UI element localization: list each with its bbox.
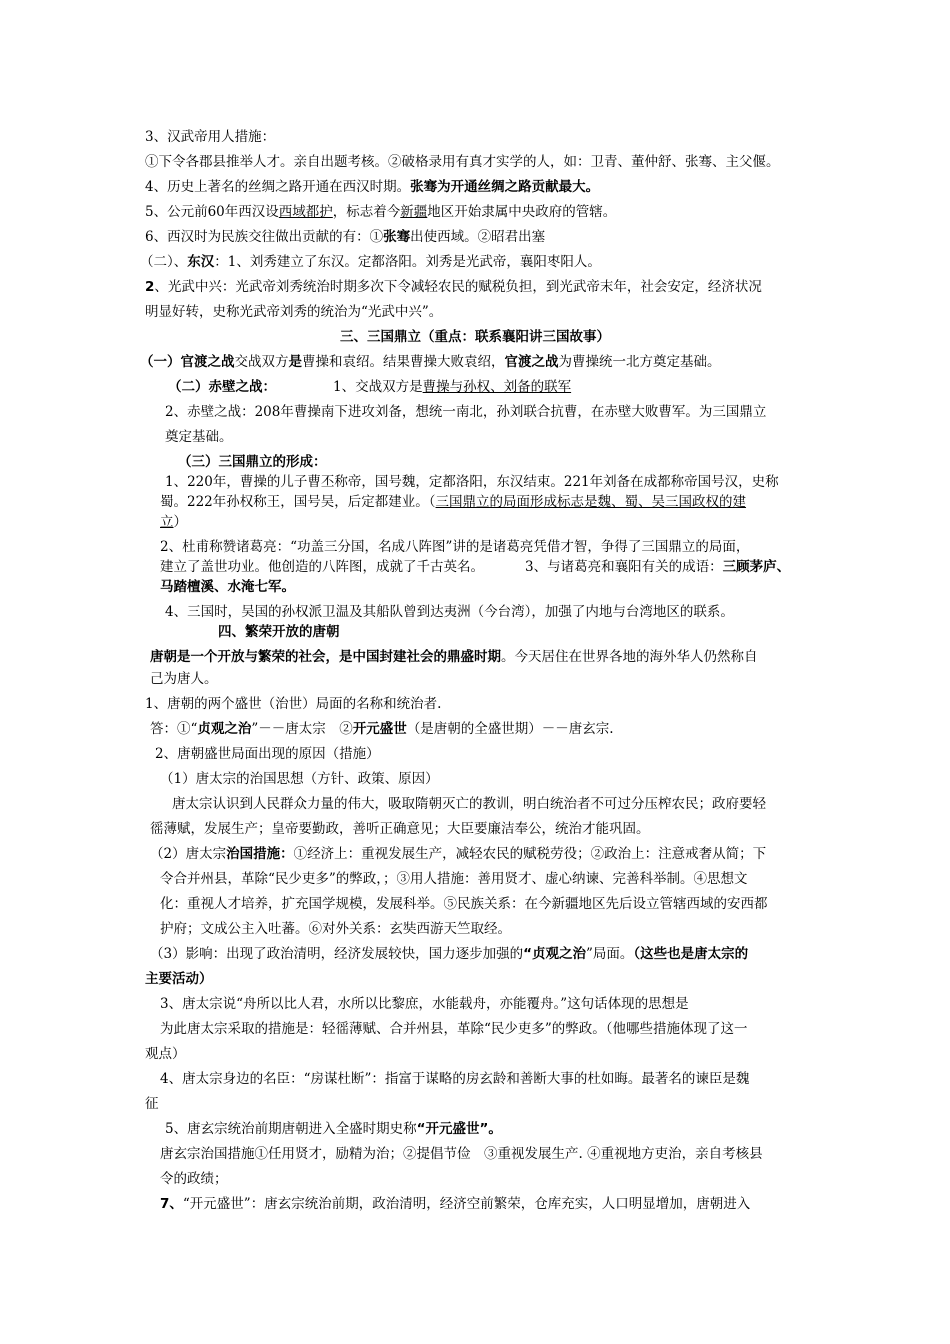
text-line: 2、唐朝盛世局面出现的原因（措施）: [155, 746, 380, 762]
text-line: 化：重视人才培养，扩充国学规模，发展科举。⑤民族关系：在今新疆地区先后设立管辖西域的安西都: [160, 896, 768, 912]
text-line: （二）、东汉：1、刘秀建立了东汉。定都洛阳。刘秀是光武帝，襄阳枣阳人。: [140, 254, 601, 270]
text-line: 1、交战双方是曹操与孙权、刘备的联军: [333, 379, 572, 395]
text-line: 1、220年，曹操的儿子曹丕称帝，国号魏，定都洛阳，东汉结束。221年刘备在成都称帝国号汉，史称: [165, 474, 779, 490]
text-line: 唐太宗认识到人民群众力量的伟大，吸取隋朝灭亡的教训，明白统治者不可过分压榨农民；政府要轻: [172, 796, 766, 812]
text-line: 3、与诸葛亮和襄阳有关的成语：三顾茅庐、: [525, 559, 791, 575]
text-line: 2、光武中兴：光武帝刘秀统治时期多次下令减轻农民的赋税负担，到光武帝末年，社会安定，经济状况: [145, 279, 762, 295]
text-line: ①下令各郡县推举人才。亲自出题考核。②破格录用有真才实学的人，如：卫青、董仲舒、张骞、主父偃。: [145, 154, 780, 170]
text-line: 徭薄赋，发展生产；皇帝要勤政，善听正确意见；大臣要廉洁奉公，统治才能巩固。: [150, 821, 650, 837]
text-line: 7、“开元盛世”：唐玄宗统治前期，政治清明，经济空前繁荣，仓库充实，人口明显增加，唐朝进入: [160, 1196, 751, 1212]
text-line: 唐玄宗治国措施①任用贤才，励精为治；②提倡节俭 ③重视发展生产. ④重视地方吏治，亲自考核县: [160, 1146, 763, 1162]
section-heading: 四、繁荣开放的唐朝: [218, 624, 340, 640]
text-line: （二）赤壁之战：: [168, 379, 276, 395]
text-line: 立）: [160, 514, 187, 530]
text-line: 明显好转，史称光武帝刘秀的统治为“光武中兴”。: [145, 304, 443, 320]
text-line: 2、赤壁之战：208年曹操南下进攻刘备，想统一南北，孙刘联合抗曹，在赤壁大败曹军。为三国鼎立: [165, 404, 767, 420]
text-line: 4、三国时，吴国的孙权派卫温及其船队曾到达夷洲（今台湾），加强了内地与台湾地区的联系。: [165, 604, 734, 620]
text-line: 4、唐太宗身边的名臣：“房谋杜断”：指富于谋略的房玄龄和善断大事的杜如晦。最著名的谏臣是魏: [160, 1071, 750, 1087]
text-line: 3、汉武帝用人措施：: [145, 129, 276, 145]
text-line: 主要活动）: [145, 971, 213, 987]
text-line: （2）唐太宗治国措施：①经济上：重视发展生产，减轻农民的赋税劳役；②政治上：注意戒奢从简；下: [150, 846, 767, 862]
text-line: 令的政绩；: [160, 1171, 228, 1187]
text-line: 为此唐太宗采取的措施是：轻徭薄赋、合并州县，革除“民少吏多”的弊政。（他哪些措施体现了这一: [160, 1021, 748, 1037]
section-heading: 三、三国鼎立（重点：联系襄阳讲三国故事）: [340, 329, 610, 345]
text-line: 5、公元前60年西汉设西域都护，标志着今新疆地区开始隶属中央政府的管辖。: [145, 204, 617, 220]
text-line: 答：①“贞观之治”－－唐太宗 ②开元盛世（是唐朝的全盛世期）－－唐玄宗.: [150, 721, 614, 737]
text-line: 3、唐太宗说“舟所以比人君，水所以比黎庶，水能载舟，亦能覆舟。”这句话体现的思想是: [160, 996, 689, 1012]
text-line: 5、唐玄宗统治前期唐朝进入全盛时期史称“开元盛世”。: [165, 1121, 502, 1137]
text-line: 观点）: [145, 1046, 186, 1062]
text-line: 护府；文成公主入吐蕃。⑥对外关系：玄奘西游天竺取经。: [160, 921, 511, 937]
text-line: 2、杜甫称赞诸葛亮：“功盖三分国，名成八阵图”讲的是诸葛亮凭借才智，争得了三国鼎立的局面，: [160, 539, 750, 555]
text-line: 6、西汉时为民族交往做出贡献的有：①张骞出使西域。②昭君出塞: [145, 229, 546, 245]
text-line: 唐朝是一个开放与繁荣的社会，是中国封建社会的鼎盛时期。今天居住在世界各地的海外华人仍然称自: [150, 649, 758, 665]
subsection-heading: （三）三国鼎立的形成：: [178, 454, 327, 470]
text-line: 1、唐朝的两个盛世（治世）局面的名称和统治者.: [145, 696, 442, 712]
text-line: 奠定基础。: [165, 429, 233, 445]
text-line: 征: [145, 1096, 159, 1112]
text-line: （3）影响：出现了政治清明，经济发展较快，国力逐步加强的“贞观之治”局面。（这些也是唐太宗的: [150, 946, 749, 962]
text-line: 令合并州县，革除“民少吏多”的弊政，；③用人措施：善用贤才、虚心纳谏、完善科举制。④思想文: [160, 871, 748, 887]
text-line: 建立了盖世功业。他创造的八阵图，成就了千古英名。: [160, 559, 484, 575]
text-line: 马踏檀溪、水淹七军。: [160, 579, 295, 595]
text-line: 己为唐人。: [150, 671, 218, 687]
text-line: （一）官渡之战交战双方是曹操和袁绍。结果曹操大败袁绍，官渡之战为曹操统一北方奠定基础。: [140, 354, 721, 370]
text-line: 4、历史上著名的丝绸之路开通在西汉时期。张骞为开通丝绸之路贡献最大。: [145, 179, 600, 195]
text-line: 蜀。222年孙权称王，国号吴，后定都建业。（三国鼎立的局面形成标志是魏、蜀、吴三国政权的建: [160, 494, 747, 510]
text-line: （1）唐太宗的治国思想（方针、政策、原因）: [160, 771, 439, 787]
